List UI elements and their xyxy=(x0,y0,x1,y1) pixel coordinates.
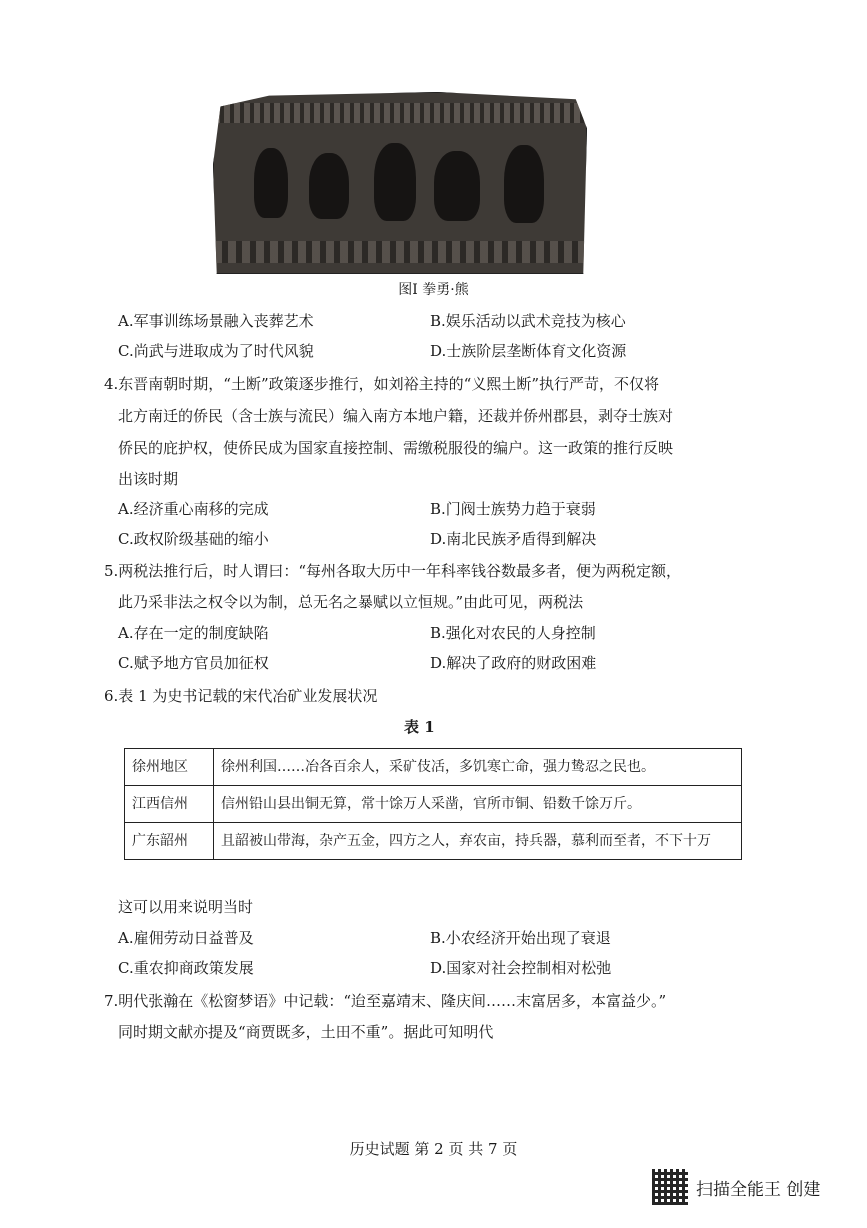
relief-figure xyxy=(434,151,480,221)
table-cell-text: 徐州利国……冶各百余人，采矿伎㓉，多饥寒亡命，强力鸷忍之民也。 xyxy=(214,749,742,786)
q4-stem-line-1: 4.东晋南朝时期，“土断”政策逐步推行，如刘裕主持的“义熙土断”执行严苛，不仅将 xyxy=(104,375,659,393)
table-cell-text: 信州铅山县出铜无算，常十馀万人采凿，官所市铜、铅数千馀万斤。 xyxy=(214,786,742,823)
scanner-watermark: 扫描全能王 创建 xyxy=(696,1180,821,1200)
q5-stem-line-2: 此乃采非法之权令以为制，总无名之暴赋以立恒规。”由此可见，两税法 xyxy=(118,593,584,611)
relief-figure xyxy=(504,145,544,223)
q3-option-a: A.军事训练场景融入丧葬艺术 xyxy=(118,312,314,330)
relief-bottom-border xyxy=(214,241,586,263)
q3-option-d: D.士族阶层垄断体育文化资源 xyxy=(430,342,627,360)
relief-figure xyxy=(254,148,288,218)
q5-option-b: B.强化对农民的人身控制 xyxy=(430,624,596,642)
q4-option-b: B.门阀士族势力趋于衰弱 xyxy=(430,500,596,518)
q6-followup: 这可以用来说明当时 xyxy=(118,898,254,916)
table-cell-text: 且韶被山带海，杂产五金，四方之人，弃农亩，持兵器，慕利而至者，不下十万 xyxy=(214,823,742,860)
q6-option-b: B.小农经济开始出现了衰退 xyxy=(430,929,611,947)
q4-option-c: C.政权阶级基础的缩小 xyxy=(118,530,269,548)
q7-stem-line-2: 同时期文献亦提及“商贾既多，土田不重”。据此可知明代 xyxy=(118,1023,494,1041)
table-cell-region: 江西信州 xyxy=(125,786,214,823)
relief-top-border xyxy=(214,103,586,123)
figure-caption: 图Ⅰ 拳勇·熊 xyxy=(398,282,469,298)
table-cell-region: 广东韶州 xyxy=(125,823,214,860)
q3-option-b: B.娱乐活动以武术竞技为核心 xyxy=(430,312,626,330)
q3-option-c: C.尚武与进取成为了时代风貌 xyxy=(118,342,314,360)
q6-option-d: D.国家对社会控制相对松弛 xyxy=(430,959,612,977)
table-title: 表 1 xyxy=(404,718,435,736)
song-mining-table xyxy=(124,748,742,860)
page-footer: 历史试题 第 2 页 共 7 页 xyxy=(349,1140,518,1158)
q6-option-a: A.雇佣劳动日益普及 xyxy=(118,929,254,947)
table-row xyxy=(125,749,742,786)
q6-stem: 6.表 1 为史书记载的宋代冶矿业发展状况 xyxy=(104,687,378,705)
qr-code-icon xyxy=(652,1169,688,1205)
table-row xyxy=(125,786,742,823)
relief-figure xyxy=(374,143,416,221)
q5-stem-line-1: 5.两税法推行后，时人谓曰：“每州各取大历中一年科率钱谷数最多者，便为两税定额， xyxy=(104,562,681,580)
q6-option-c: C.重农抑商政策发展 xyxy=(118,959,254,977)
q4-stem-line-3: 侨民的庇护权，使侨民成为国家直接控制、需缴税服役的编户。这一政策的推行反映 xyxy=(118,439,674,457)
q5-option-d: D.解决了政府的财政困难 xyxy=(430,654,597,672)
q5-option-a: A.存在一定的制度缺陷 xyxy=(118,624,269,642)
relief-figure xyxy=(309,153,349,219)
relief-rubbing-image xyxy=(213,92,587,274)
table-row xyxy=(125,823,742,860)
q5-option-c: C.赋予地方官员加征权 xyxy=(118,654,269,672)
q7-stem-line-1: 7.明代张瀚在《松窗梦语》中记载：“迨至嘉靖末、隆庆间……末富居多，本富益少。” xyxy=(104,992,667,1010)
table-cell-region: 徐州地区 xyxy=(125,749,214,786)
q4-stem-line-2: 北方南迁的侨民（含士族与流民）编入南方本地户籍，还裁并侨州郡县，剥夺士族对 xyxy=(118,407,674,425)
q4-stem-line-4: 出该时期 xyxy=(118,470,179,488)
q4-option-d: D.南北民族矛盾得到解决 xyxy=(430,530,597,548)
q4-option-a: A.经济重心南移的完成 xyxy=(118,500,269,518)
